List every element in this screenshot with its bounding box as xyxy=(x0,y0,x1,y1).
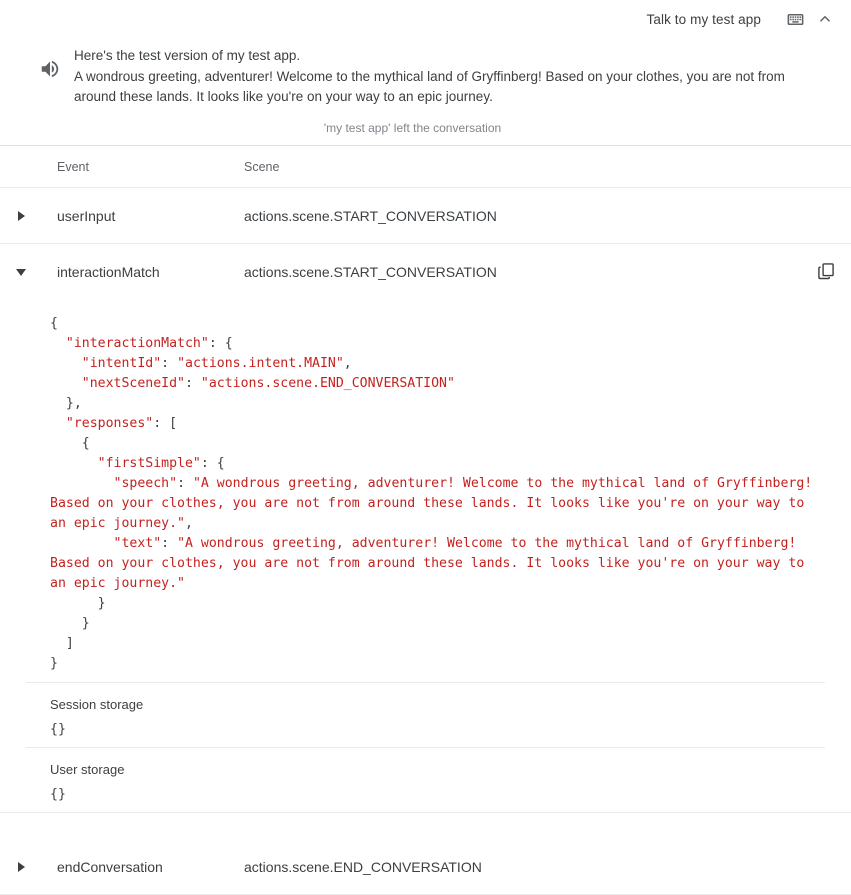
row-event: userInput xyxy=(57,207,116,224)
detail-spacer xyxy=(0,813,851,839)
conversation-panel xyxy=(0,0,851,146)
table-row[interactable] xyxy=(0,188,851,244)
user-storage-block xyxy=(26,747,825,812)
left-conversation-note: 'my test app' left the conversation xyxy=(323,121,502,135)
message-column xyxy=(74,40,823,107)
chevron-right-icon xyxy=(18,862,25,872)
conversation-body xyxy=(0,38,851,107)
keyboard-icon[interactable] xyxy=(783,7,807,31)
row-scene: actions.scene.START_CONVERSATION xyxy=(244,264,497,280)
session-storage-value: {} xyxy=(50,722,66,737)
chevron-down-icon xyxy=(16,269,26,276)
json-payload: { "interactionMatch": { "intentId": "actions.intent.MAIN", "nextSceneId": "actions.scene.END_CONVERSATION" }, "responses": [ { "firstSimple": { "speech": "A wondrous greeting, adventurer! Welcome to the mythical land of Gryffinberg! Based on your clothes, you are not from around these lands. It looks like you're on your way to an epic journey.", "text": "A wondrous greeting, adventurer! Welcome to the mythical land of Gryffinberg! Based on your clothes, you are not from around these lands. It looks like you're on your way to an epic journey." } } ] } xyxy=(50,316,821,671)
conversation-title: Talk to my test app xyxy=(646,11,761,27)
row-event: interactionMatch xyxy=(57,264,160,280)
table-header-row xyxy=(0,146,851,188)
conversation-message-1: Here's the test version of my test app. xyxy=(74,48,301,63)
collapse-toggle[interactable] xyxy=(0,269,42,276)
table-row[interactable] xyxy=(0,839,851,895)
row-scene: actions.scene.START_CONVERSATION xyxy=(244,207,497,224)
row-detail-panel xyxy=(0,314,851,813)
speaker-icon xyxy=(39,58,61,107)
chevron-right-icon xyxy=(18,211,25,221)
user-storage-label: User storage xyxy=(50,762,125,777)
column-header-scene: Scene xyxy=(244,159,280,174)
row-event: endConversation xyxy=(57,858,163,875)
chevron-up-icon[interactable] xyxy=(813,7,837,31)
copy-icon[interactable] xyxy=(813,258,839,284)
session-storage-label: Session storage xyxy=(50,697,144,712)
column-header-event: Event xyxy=(57,159,89,174)
user-storage-value: {} xyxy=(50,787,66,802)
speaker-column xyxy=(26,40,74,107)
conversation-message-2: A wondrous greeting, adventurer! Welcome to the mythical land of Gryffinberg! Based on your clothes, you are not from around these lands. It looks like you're on your way to an epic journey. xyxy=(74,69,785,104)
row-scene: actions.scene.END_CONVERSATION xyxy=(244,858,482,875)
session-storage-block xyxy=(26,682,825,747)
table-row[interactable] xyxy=(0,244,851,300)
expand-toggle[interactable] xyxy=(0,211,42,221)
conversation-header xyxy=(0,0,851,38)
event-table xyxy=(0,146,851,895)
expand-toggle[interactable] xyxy=(0,862,42,872)
